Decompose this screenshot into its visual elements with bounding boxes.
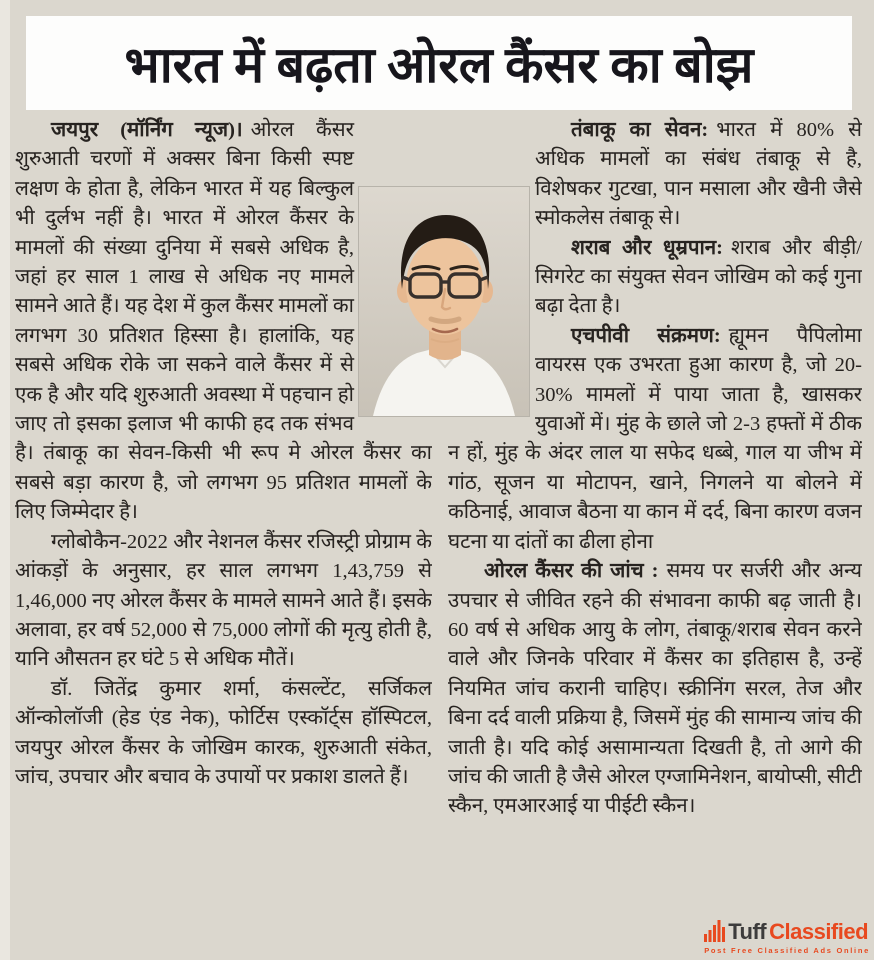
- bar-chart-icon: [704, 919, 725, 942]
- section-tobacco-text: भारत में 80% से अधिक मामलों का संबंध तंबाकू से है, विशेषकर गुटखा, पान मसाला और खैनी जैसे स्मोकलेस तंबाकू से।: [535, 119, 862, 230]
- section-screening-label: ओरल कैंसर की जांच :: [484, 560, 659, 583]
- paragraph-doctor-attribution: डॉ. जितेंद्र कुमार शर्मा, कंसल्टेंट, सर्जिकल ऑन्कोलॉजी (हेड एंड नेक), फोर्टिस एस्कॉर्ट्स हॉस्पिटल, जयपुर ओरल कैंसर के जोखिम कारक, शुरुआती संकेत, जांच, उपचार और बचाव के उपायों पर प्रकाश डालते हैं।: [15, 677, 432, 788]
- logo-brand-accent: Classified: [769, 919, 869, 944]
- paragraph-intro-text: ओरल कैंसर शुरुआती चरणों में अक्सर बिना किसी स्पष्ट लक्षण के होता है, लेकिन भारत में यह बिल्कुल भी दुर्लभ नहीं है। भारत में ओरल कैंसर के मामलों की संख्या दुनिया में सबसे अधिक है, जहां हर साल 1 लाख से अधिक नए मामले सामने आते हैं। यह देश में कुल कैंसर मामलों का लगभग 30 प्रतिशत हिस्सा है। हालांकि, यह सबसे अधिक रोके जा सकने वाले कैंसर में से एक है और यदि शुरुआती अवस्था में पहचान हो जाए तो इसका इलाज भी काफी हद तक संभव है। तंबाकू का सेवन-किसी भी रूप मे ओरल कैंसर का सबसे बड़ा कारण है, जो लगभग 95 प्रतिशत मामलों के लिए जिम्मेदार है।: [15, 119, 432, 524]
- section-tobacco-label: तंबाकू का सेवन:: [571, 119, 709, 141]
- dateline: जयपुर (मॉर्निंग न्यूज)।: [51, 119, 243, 141]
- doctor-portrait-illustration: [359, 187, 529, 416]
- section-screening: [448, 557, 862, 822]
- paragraph-statistics: ग्लोबोकैन-2022 और नेशनल कैंसर रजिस्ट्री प्रोग्राम के आंकड़ों के अनुसार, हर साल लगभग 1,43,759 से 1,46,000 नए ओरल कैंसर के मामले सामने आते हैं। इसके अलावा, हर वर्ष 52,000 से 75,000 लोगों की मृत्यु होती है, यानि औसतन हर घंटे 5 से अधिक मौतें।: [15, 530, 432, 671]
- tuffclassified-logo: [704, 919, 870, 955]
- page-edge: [0, 0, 10, 960]
- logo-brand-dark: Tuff: [728, 919, 767, 944]
- logo-tagline: Post Free Classified Ads Online: [704, 946, 870, 955]
- section-hpv-label: एचपीवी संक्रमण:: [571, 324, 721, 347]
- section-alcohol-smoking-text: शराब और बीड़ी/सिगरेट का संयुक्त सेवन जोखिम को कई गुना बढ़ा देता है।: [535, 236, 862, 318]
- section-screening-text: समय पर सर्जरी और अन्य उपचार से जीवित रहने की संभावना काफी बढ़ जाती है। 60 वर्ष से अधिक आयु के लोग, तंबाकू/शराब सेवन करने वाले और जिनके परिवार में कैंसर का इतिहास है, उन्हें नियमित जांच करानी चाहिए। स्क्रीनिंग सरल, तेज और बिना दर्द वाली प्रक्रिया है, जिसमें मुंह की सामान्य जांच की जाती है। यदि कोई असामान्यता दिखती है, तो आगे की जांच की जाती है जैसे ओरल एग्जामिनेशन, बायोप्सी, सीटी स्कैन, एमआरआई या पीईटी स्कैन।: [448, 560, 862, 818]
- doctor-photo: [359, 187, 529, 416]
- section-alcohol-smoking-label: शराब और धूम्रपान:: [571, 236, 724, 259]
- section-hpv-text: ह्यूमन पैपिलोमा वायरस एक उभरता हुआ कारण है, जो 20-30% मामलों में पाया जाता है, खासकर युवाओं में। मुंह के छाले जो 2-3 हफ्तों में ठीक न हों, मुंह के अंदर लाल या सफेद धब्बे, गाल या जीभ में गांठ, सूजन या मोटापन, खाने, निगलने या बोलने में कठिनाई, आवाज बैठना या कान में दर्द, बिना कारण वजन घटना या दांतों का ढीला होना: [448, 324, 862, 553]
- headline-box: [26, 16, 852, 110]
- headline: भारत में बढ़ता ओरल कैंसर का बोझ: [124, 37, 754, 93]
